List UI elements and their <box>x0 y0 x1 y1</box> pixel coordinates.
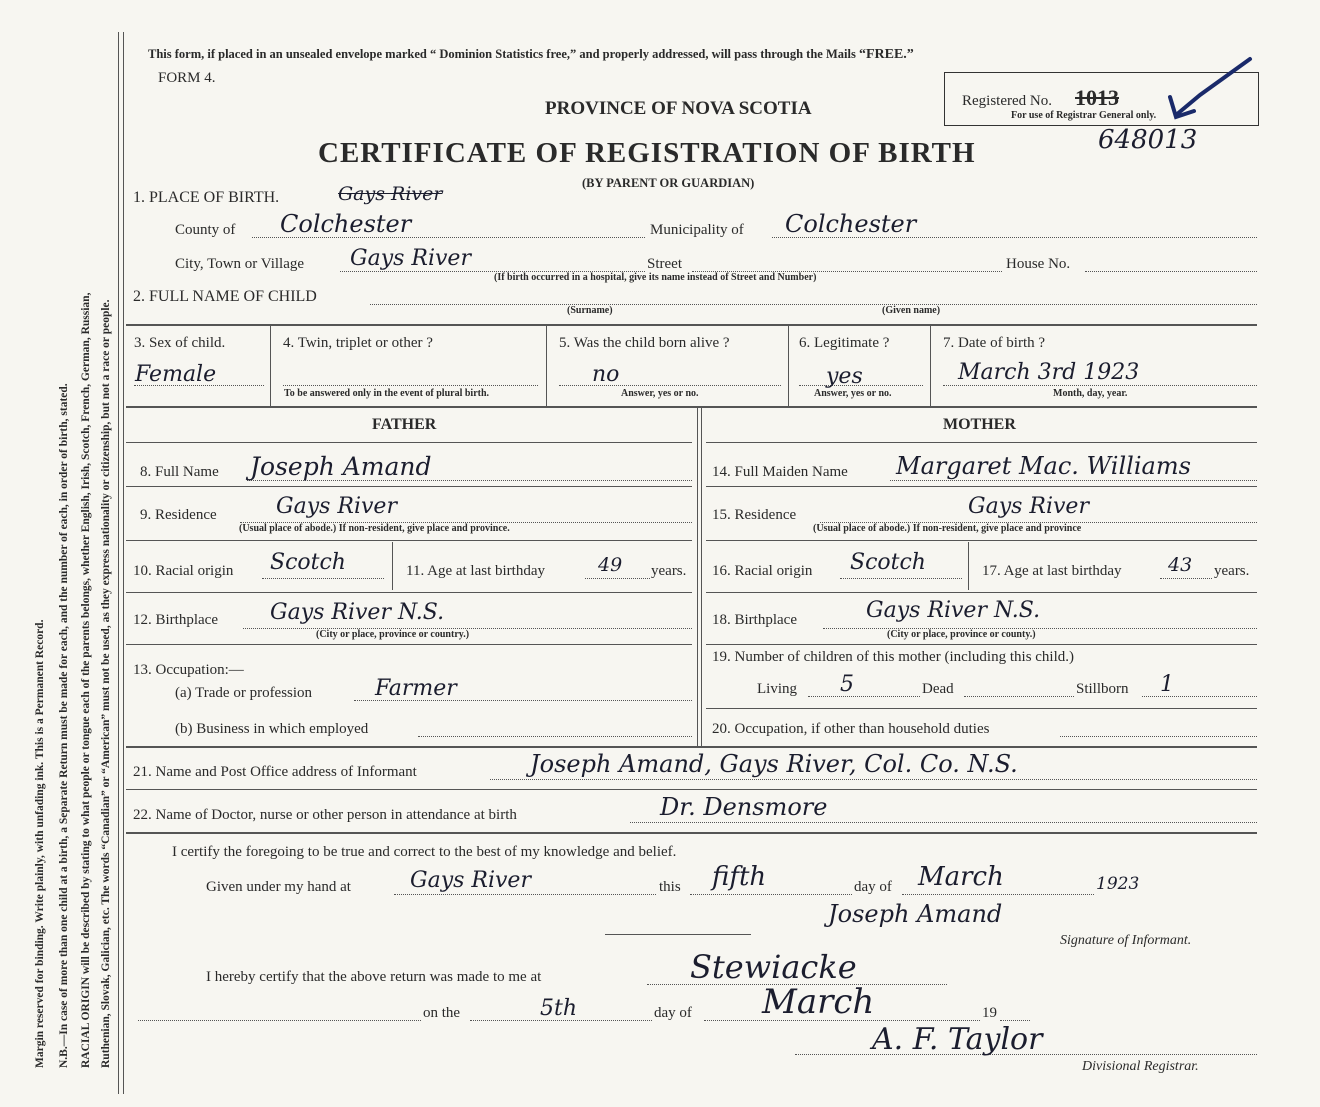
business-label: (b) Business in which employed <box>175 721 369 737</box>
child-name-label: 2. FULL NAME OF CHILD <box>133 288 317 305</box>
mother-residence-note: (Usual place of abode.) If non-resident, give place and province <box>813 523 1082 534</box>
father-racial-value: Scotch <box>270 550 346 575</box>
dob-note: Month, day, year. <box>1053 388 1128 399</box>
mother-residence-value: Gays River <box>968 494 1089 519</box>
children-label: 19. Number of children of this mother (including this child.) <box>712 649 1075 665</box>
registration-month-value: March <box>762 982 875 1022</box>
sex-label: 3. Sex of child. <box>134 335 226 351</box>
stillborn-value: 1 <box>1160 672 1174 697</box>
father-occupation-label: 13. Occupation:— <box>133 662 244 678</box>
registrar-place-value: Stewiacke <box>690 948 857 986</box>
mother-residence-label: 15. Residence <box>712 507 797 523</box>
living-label: Living <box>757 681 797 697</box>
mother-name-label: 14. Full Maiden Name <box>712 464 848 480</box>
day-of-label: day of <box>854 879 892 895</box>
legitimate-note: Answer, yes or no. <box>814 388 892 399</box>
alive-value: no <box>592 362 620 387</box>
father-residence-label: 9. Residence <box>140 507 217 523</box>
registration-number-handwritten: 648013 <box>1098 125 1198 155</box>
living-value: 5 <box>840 672 854 697</box>
registrar-signature: A. F. Taylor <box>872 1022 1043 1057</box>
registration-day-of-label: day of <box>654 1005 692 1021</box>
mother-age-value: 43 <box>1168 554 1193 576</box>
stillborn-label: Stillborn <box>1076 681 1129 697</box>
surname-note: (Surname) <box>567 305 613 316</box>
province-heading: PROVINCE OF NOVA SCOTIA <box>545 98 812 119</box>
mother-birthplace-value: Gays River N.S. <box>866 598 1041 623</box>
sex-value: Female <box>135 362 217 387</box>
margin-line-2 <box>123 32 124 1094</box>
mother-name-value: Margaret Mac. Williams <box>896 452 1191 480</box>
dead-label: Dead <box>922 681 954 697</box>
trade-value: Farmer <box>375 676 457 701</box>
certificate-title: CERTIFICATE OF REGISTRATION OF BIRTH <box>318 137 976 169</box>
place-of-birth-label: 1. PLACE OF BIRTH. <box>133 189 280 206</box>
municipality-label: Municipality of <box>650 222 744 238</box>
father-birthplace-note: (City or place, province or country.) <box>316 629 470 640</box>
father-residence-note: (Usual place of abode.) If non-resident, give place and province. <box>239 523 510 534</box>
city-value: Gays River <box>350 246 471 271</box>
county-label: County of <box>175 222 236 238</box>
father-heading: FATHER <box>372 416 437 433</box>
checkmark-icon <box>1160 55 1255 125</box>
mail-notice: This form, if placed in an unsealed envelope marked “ Dominion Statistics free,” and properly addressed, will pass through the Mails “FREE.” <box>148 47 914 62</box>
dob-label: 7. Date of birth ? <box>943 335 1046 351</box>
father-name-value: Joseph Amand <box>250 452 432 481</box>
doctor-value: Dr. Densmore <box>660 793 828 821</box>
informant-label: 21. Name and Post Office address of Informant <box>133 764 417 780</box>
hospital-note: (If birth occurred in a hospital, give its name instead of Street and Number) <box>494 272 817 283</box>
mother-heading: MOTHER <box>943 416 1016 433</box>
mother-racial-label: 16. Racial origin <box>712 563 813 579</box>
mother-age-label: 17. Age at last birthday <box>982 563 1122 579</box>
city-label: City, Town or Village <box>175 256 305 272</box>
certify-statement: I certify the foregoing to be true and correct to the best of my knowledge and belief. <box>172 844 677 860</box>
registrar-statement: I hereby certify that the above return was made to me at <box>206 969 542 985</box>
registration-year-prefix: 19 <box>982 1005 997 1021</box>
given-name-note: (Given name) <box>882 305 941 316</box>
father-name-label: 8. Full Name <box>140 464 219 480</box>
father-age-value: 49 <box>598 554 623 576</box>
margin-note-multiple-births: N.B.—In case of more than one child at a birth, a Separate Return must be made for each, and the number of each, in order of birth, stated. <box>58 383 70 1068</box>
alive-note: Answer, yes or no. <box>621 388 699 399</box>
form-number: FORM 4. <box>158 70 216 86</box>
father-birthplace-value: Gays River N.S. <box>270 600 445 625</box>
county-value: Colchester <box>280 210 412 238</box>
twin-label: 4. Twin, triplet or other ? <box>283 335 433 351</box>
house-label: House No. <box>1006 256 1071 272</box>
mother-racial-value: Scotch <box>850 550 926 575</box>
informant-signature-label: Signature of Informant. <box>1060 933 1192 948</box>
this-label: this <box>659 879 681 895</box>
dob-value: March 3rd 1923 <box>958 360 1140 385</box>
margin-note-binding: Margin reserved for binding. Write plainly, with unfading ink. This is a Permanent Record. <box>34 619 46 1068</box>
mother-birthplace-label: 18. Birthplace <box>712 612 797 628</box>
margin-line <box>118 32 119 1094</box>
alive-label: 5. Was the child born alive ? <box>559 335 730 351</box>
legitimate-label: 6. Legitimate ? <box>799 335 890 351</box>
father-residence-value: Gays River <box>276 494 397 519</box>
mother-years-label: years. <box>1214 563 1250 579</box>
legitimate-value: yes <box>826 364 863 389</box>
street-label: Street <box>647 256 682 272</box>
doctor-label: 22. Name of Doctor, nurse or other person in attendance at birth <box>133 807 517 823</box>
registered-label: Registered No. <box>962 93 1052 109</box>
informant-value: Joseph Amand, Gays River, Col. Co. N.S. <box>530 750 1018 778</box>
informant-signature: Joseph Amand <box>828 900 1003 928</box>
given-place-value: Gays River <box>410 868 531 893</box>
municipality-value: Colchester <box>785 210 917 238</box>
place-of-birth-struck: Gays River <box>338 183 443 205</box>
mother-birthplace-note: (City or place, province or county.) <box>887 629 1036 640</box>
father-years-label: years. <box>651 563 687 579</box>
year-value: 1923 <box>1096 874 1140 894</box>
registrar-note: For use of Registrar General only. <box>1011 110 1157 121</box>
certificate-subtitle: (BY PARENT OR GUARDIAN) <box>582 176 755 190</box>
registered-struck-number: 1013 <box>1075 85 1119 110</box>
twin-note: To be answered only in the event of plural birth. <box>284 388 490 399</box>
margin-note-racial-origin-1: RACIAL ORIGIN will be described by stating to what people or tongue each of the parents belongs, whether English, Irish, Scotch, French, German, Russian, <box>80 292 92 1068</box>
registrar-label: Divisional Registrar. <box>1082 1059 1199 1074</box>
month-value: March <box>918 862 1004 892</box>
on-the-label: on the <box>423 1005 461 1021</box>
day-value: fifth <box>712 862 767 892</box>
margin-note-racial-origin-2: Ruthenian, Slovak, Galician, etc. The words “Canadian” or “American” must not be used, as they express nationality or citizenship, but not a race or people. <box>100 299 112 1068</box>
father-age-label: 11. Age at last birthday <box>406 563 545 579</box>
registration-day-value: 5th <box>540 996 578 1021</box>
given-label: Given under my hand at <box>206 879 351 895</box>
father-birthplace-label: 12. Birthplace <box>133 612 218 628</box>
trade-label: (a) Trade or profession <box>175 685 313 701</box>
father-racial-label: 10. Racial origin <box>133 563 234 579</box>
mother-occupation-label: 20. Occupation, if other than household duties <box>712 721 990 737</box>
